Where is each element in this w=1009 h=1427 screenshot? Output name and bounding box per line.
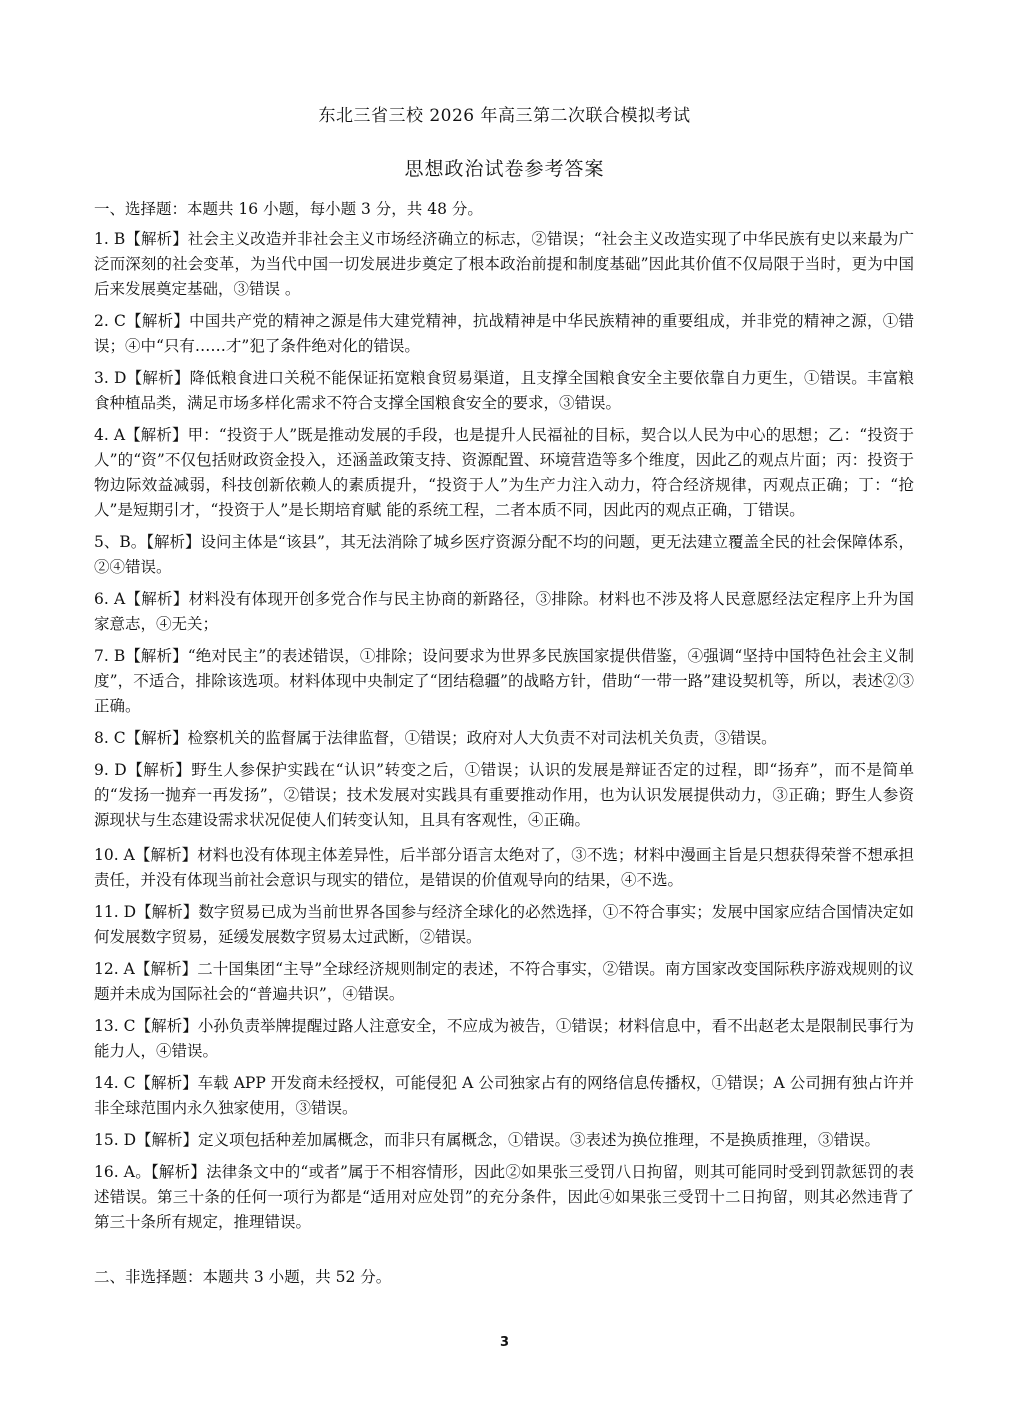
page-number: 3 [499, 1335, 510, 1350]
answer-item-1: 1. B【解析】社会主义改造并非社会主义市场经济确立的标志，②错误；“社会主义改造实现了中华民族有史以来最为广泛而深刻的社会变革，为当代中国一切发展进步奠定了根本政治前提和制度基础”因此其价值不仅局限于当时，更为中国后来发展奠定基础，③错误 。 [94, 230, 914, 298]
answer-item-2: 2. C【解析】中国共产党的精神之源是伟大建党精神，抗战精神是中华民族精神的重要组成，并非党的精神之源，①错误；④中“只有……才”犯了条件绝对化的错误。 [94, 312, 914, 355]
exam-title: 东北三省三校 2026 年高三第二次联合模拟考试 [318, 106, 691, 126]
answer-item-7: 7. B【解析】“绝对民主”的表述错误，①排除；设问要求为世界多民族国家提供借鉴，④强调“坚持中国特色社会主义制度”，不适合，排除该选项。材料体现中央制定了“团结稳疆”的战略方针，借助“一带一路”建设契机等，所以，表述②③正确。 [94, 647, 914, 715]
answer-item-5: 5、B。【解析】设问主体是“该县”，其无法消除了城乡医疗资源分配不均的问题，更无法建立覆盖全民的社会保障体系，②④错误。 [94, 533, 914, 576]
answer-item-3: 3. D【解析】降低粮食进口关税不能保证拓宽粮食贸易渠道，且支撑全国粮食安全主要依靠自力更生，①错误。丰富粮食种植品类，满足市场多样化需求不符合支撑全国粮食安全的要求，③错误。 [94, 369, 914, 412]
answer-item-4: 4. A【解析】甲：“投资于人”既是推动发展的手段，也是提升人民福祉的目标，契合以人民为中心的思想；乙：“投资于人”的“资”不仅包括财政资金投入，还涵盖政策支持、资源配置、环境营造等多个维度，因此乙的观点片面；丙：投资于物边际效益减弱，科技创新依赖人的素质提升，“投资于人”为生产力注入动力，符合经济规律，丙观点正确；丁：“抢人”是短期引才，“投资于人”是长期培育赋 能的系统工程，二者本质不同，因此丙的观点正确，丁错误。 [94, 426, 914, 519]
answer-item-8: 8. C【解析】检察机关的监督属于法律监督，①错误；政府对人大负责不对司法机关负责，③错误。 [94, 729, 777, 747]
section-heading-choice: 一、选择题：本题共 16 小题，每小题 3 分，共 48 分。 [94, 200, 483, 218]
answer-item-6: 6. A【解析】材料没有体现开创多党合作与民主协商的新路径，③排除。材料也不涉及将人民意愿经法定程序上升为国家意志，④无关； [94, 590, 914, 633]
section-heading-nonchoice: 二、非选择题：本题共 3 小题，共 52 分。 [94, 1268, 392, 1286]
answer-key-title: 思想政治试卷参考答案 [404, 158, 605, 180]
answer-item-13: 13. C【解析】小孙负责举牌提醒过路人注意安全，不应成为被告，①错误；材料信息中，看不出赵老太是限制民事行为能力人，④错误。 [94, 1017, 914, 1060]
answer-item-12: 12. A【解析】二十国集团“主导”全球经济规则制定的表述，不符合事实，②错误。南方国家改变国际秩序游戏规则的议题并未成为国际社会的“普遍共识”，④错误。 [94, 960, 914, 1003]
answer-item-15: 15. D【解析】定义项包括种差加属概念，而非只有属概念，①错误。③表述为换位推理，不是换质推理，③错误。 [94, 1131, 881, 1149]
answer-item-16: 16. A。【解析】法律条文中的“或者”属于不相容情形，因此②如果张三受罚八日拘留，则其可能同时受到罚款惩罚的表述错误。第三十条的任何一项行为都是“适用对应处罚”的充分条件，因此④如果张三受罚十二日拘留，则其必然违背了第三十条所有规定，推理错误。 [94, 1163, 914, 1231]
answer-item-11: 11. D【解析】数字贸易已成为当前世界各国参与经济全球化的必然选择，①不符合事实；发展中国家应结合国情决定如何发展数字贸易，延缓发展数字贸易太过武断，②错误。 [94, 903, 914, 946]
answer-item-14: 14. C【解析】车载 APP 开发商未经授权，可能侵犯 A 公司独家占有的网络信息传播权，①错误；A 公司拥有独占许并非全球范围内永久独家使用，③错误。 [94, 1074, 914, 1117]
answer-item-10: 10. A【解析】材料也没有体现主体差异性，后半部分语言太绝对了，③不选；材料中漫画主旨是只想获得荣誉不想承担责任，并没有体现当前社会意识与现实的错位，是错误的价值观导向的结果，④不选。 [94, 846, 914, 889]
answer-item-9: 9. D【解析】野生人参保护实践在“认识”转变之后，①错误；认识的发展是辩证否定的过程，即“扬弃”，而不是简单的“发扬一抛弃一再发扬”，②错误；技术发展对实践具有重要推动作用，也为认识发展提供动力，③正确；野生人参资源现状与生态建设需求状况促使人们转变认知，且具有客观性，④正确。 [94, 761, 914, 829]
answer-body [94, 197, 914, 1295]
